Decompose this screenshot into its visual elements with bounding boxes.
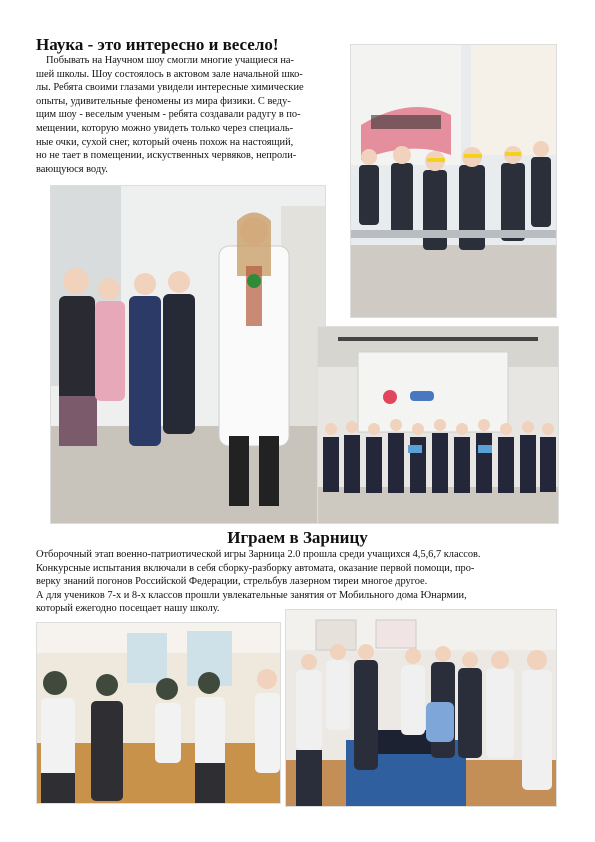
photo-gas-masks-gym (36, 622, 281, 804)
text-line: лы. Ребята своими глазами увидели интересные химические (36, 82, 304, 94)
text-line: мещении, которую можно увидеть только через специаль- (36, 122, 294, 134)
text-line: Отборочный этап военно-патриотической игры Зарница 2.0 прошла среди учащихся 4,5,6,7 классов. (36, 549, 481, 560)
photo-students-seated (350, 44, 557, 318)
photo-scientist-show (50, 185, 326, 524)
article-body-science (36, 54, 344, 176)
photo-first-aid-training (285, 609, 557, 807)
text-line: щим шоу - веселым ученым - ребята создавали радугу в по- (36, 109, 301, 121)
text-line: опыты, удивительные феномены из мира физики. С веду- (36, 95, 291, 107)
text-line: Конкурсные испытания включали в себя сборку-разборку автомата, оказание первой помощи, про- (36, 562, 475, 574)
text-line: но не тает в помещении, искуственных червяков, непроли- (36, 150, 297, 162)
text-line: который ежегодно посещает нашу школу. (36, 603, 220, 615)
text-line: Побывать на Научном шоу смогли многие учащиеся на- (46, 55, 294, 66)
text-line: А для учеников 7-х и 8-х классов прошли увлекательные занятия от Мобильного дома Юнармии, (36, 589, 467, 601)
text-line: вающуюся воду. (36, 163, 108, 175)
article-title-science: Наука - это интересно и весело! (36, 35, 279, 54)
article-title-zarnitsa: Играем в Зарницу (227, 528, 368, 547)
text-line: шей школы. Шоу состоялось в актовом зале начальной шко- (36, 68, 303, 80)
photo-group-assembly-hall (317, 326, 559, 524)
text-line: верку знаний погонов Российской Федерации, стрельбув лазерном тиреи многое другое. (36, 576, 428, 588)
article-body-zarnitsa (36, 548, 560, 616)
text-line: ные очки, сухой снег, который очень похож на настоящий, (36, 136, 294, 148)
